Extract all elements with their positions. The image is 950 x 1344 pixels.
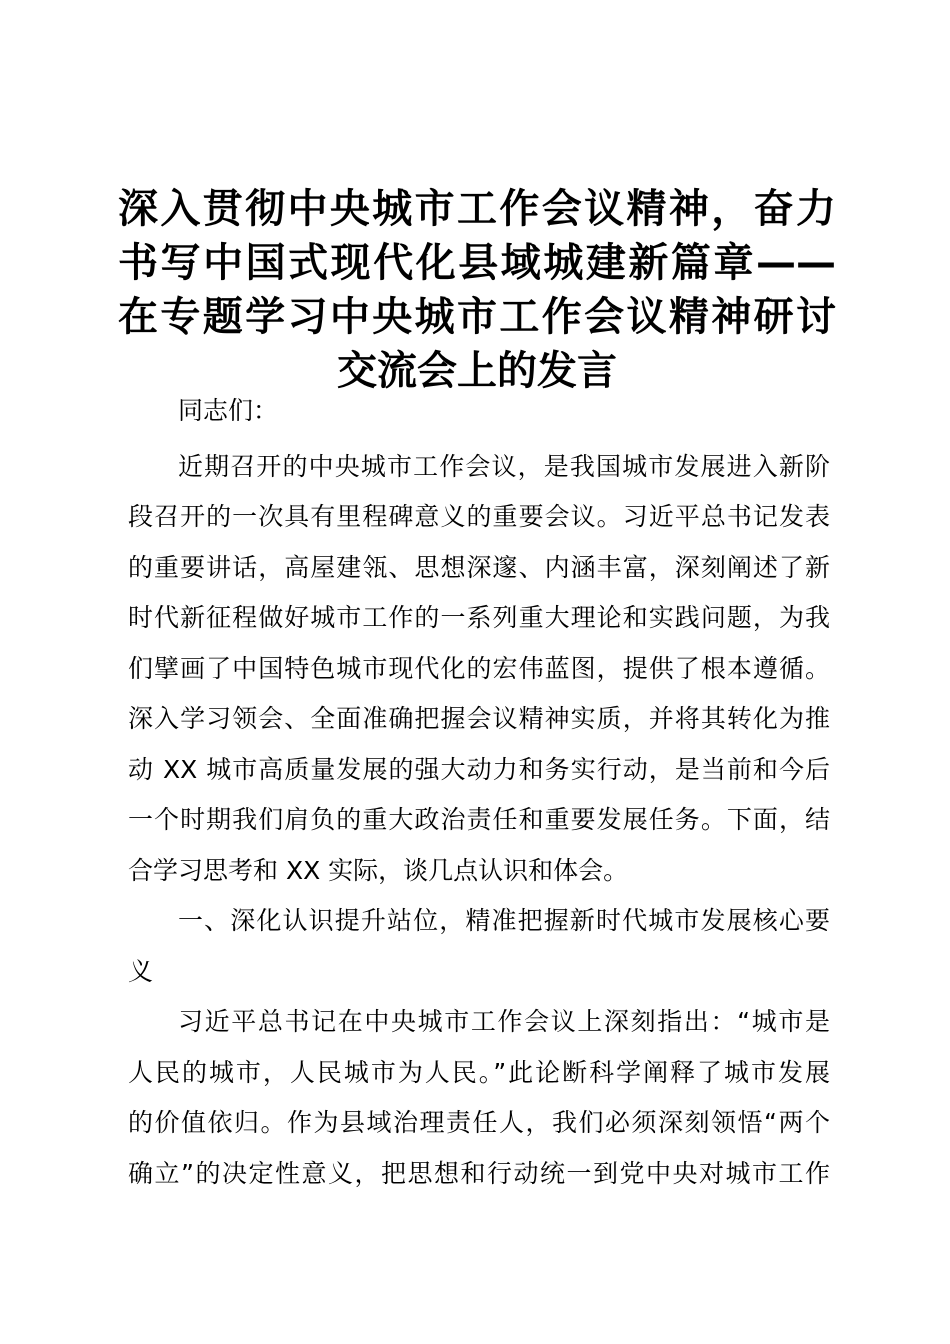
paragraph-line: 们擘画了中国特色城市现代化的宏伟蓝图，提供了根本遵循。 xyxy=(128,653,830,683)
paragraph-line: 段召开的一次具有里程碑意义的重要会议。习近平总书记发表 xyxy=(128,502,830,531)
paragraph xyxy=(128,997,830,1199)
paragraph-line: 的重要讲话，高屋建瓴、思想深邃、内涵丰富，深刻阐述了新 xyxy=(128,552,830,582)
section-heading xyxy=(128,896,830,997)
paragraph-line: 动 XX 城市高质量发展的强大动力和务实行动，是当前和今后 xyxy=(128,754,830,784)
paragraph-line: 的价值依归。作为县域治理责任人，我们必须深刻领悟“两个 xyxy=(128,1108,830,1137)
salutation: 同志们： xyxy=(178,396,279,425)
paragraph-line: 人民的城市，人民城市为人民。”此论断科学阐释了城市发展 xyxy=(128,1057,830,1087)
paragraph-line: 合学习思考和 XX 实际，谈几点认识和体会。 xyxy=(128,855,629,885)
paragraph-line: 近期召开的中央城市工作会议，是我国城市发展进入新阶 xyxy=(178,451,830,481)
title-line: 书写中国式现代化县域城建新篇章—— xyxy=(118,240,836,286)
title-line: 深入贯彻中央城市工作会议精神，奋力 xyxy=(118,186,836,232)
title-line: 交流会上的发言 xyxy=(337,348,617,394)
document-title xyxy=(118,182,836,398)
title-line: 在专题学习中央城市工作会议精神研讨 xyxy=(118,294,836,340)
paragraph-line: 时代新征程做好城市工作的一系列重大理论和实践问题，为我 xyxy=(128,603,830,632)
heading-line: 义 xyxy=(128,956,154,986)
paragraph-line: 习近平总书记在中央城市工作会议上深刻指出：“城市是 xyxy=(178,1007,830,1036)
heading-line: 一、深化认识提升站位，精准把握新时代城市发展核心要 xyxy=(178,906,830,935)
paragraph-line: 确立”的决定性意义，把思想和行动统一到党中央对城市工作 xyxy=(128,1158,830,1188)
document-body xyxy=(128,386,830,1199)
paragraph-line: 一个时期我们肩负的重大政治责任和重要发展任务。下面，结 xyxy=(128,805,830,834)
paragraph-line: 深入学习领会、全面准确把握会议精神实质，并将其转化为推 xyxy=(128,704,830,733)
paragraph xyxy=(128,442,830,897)
